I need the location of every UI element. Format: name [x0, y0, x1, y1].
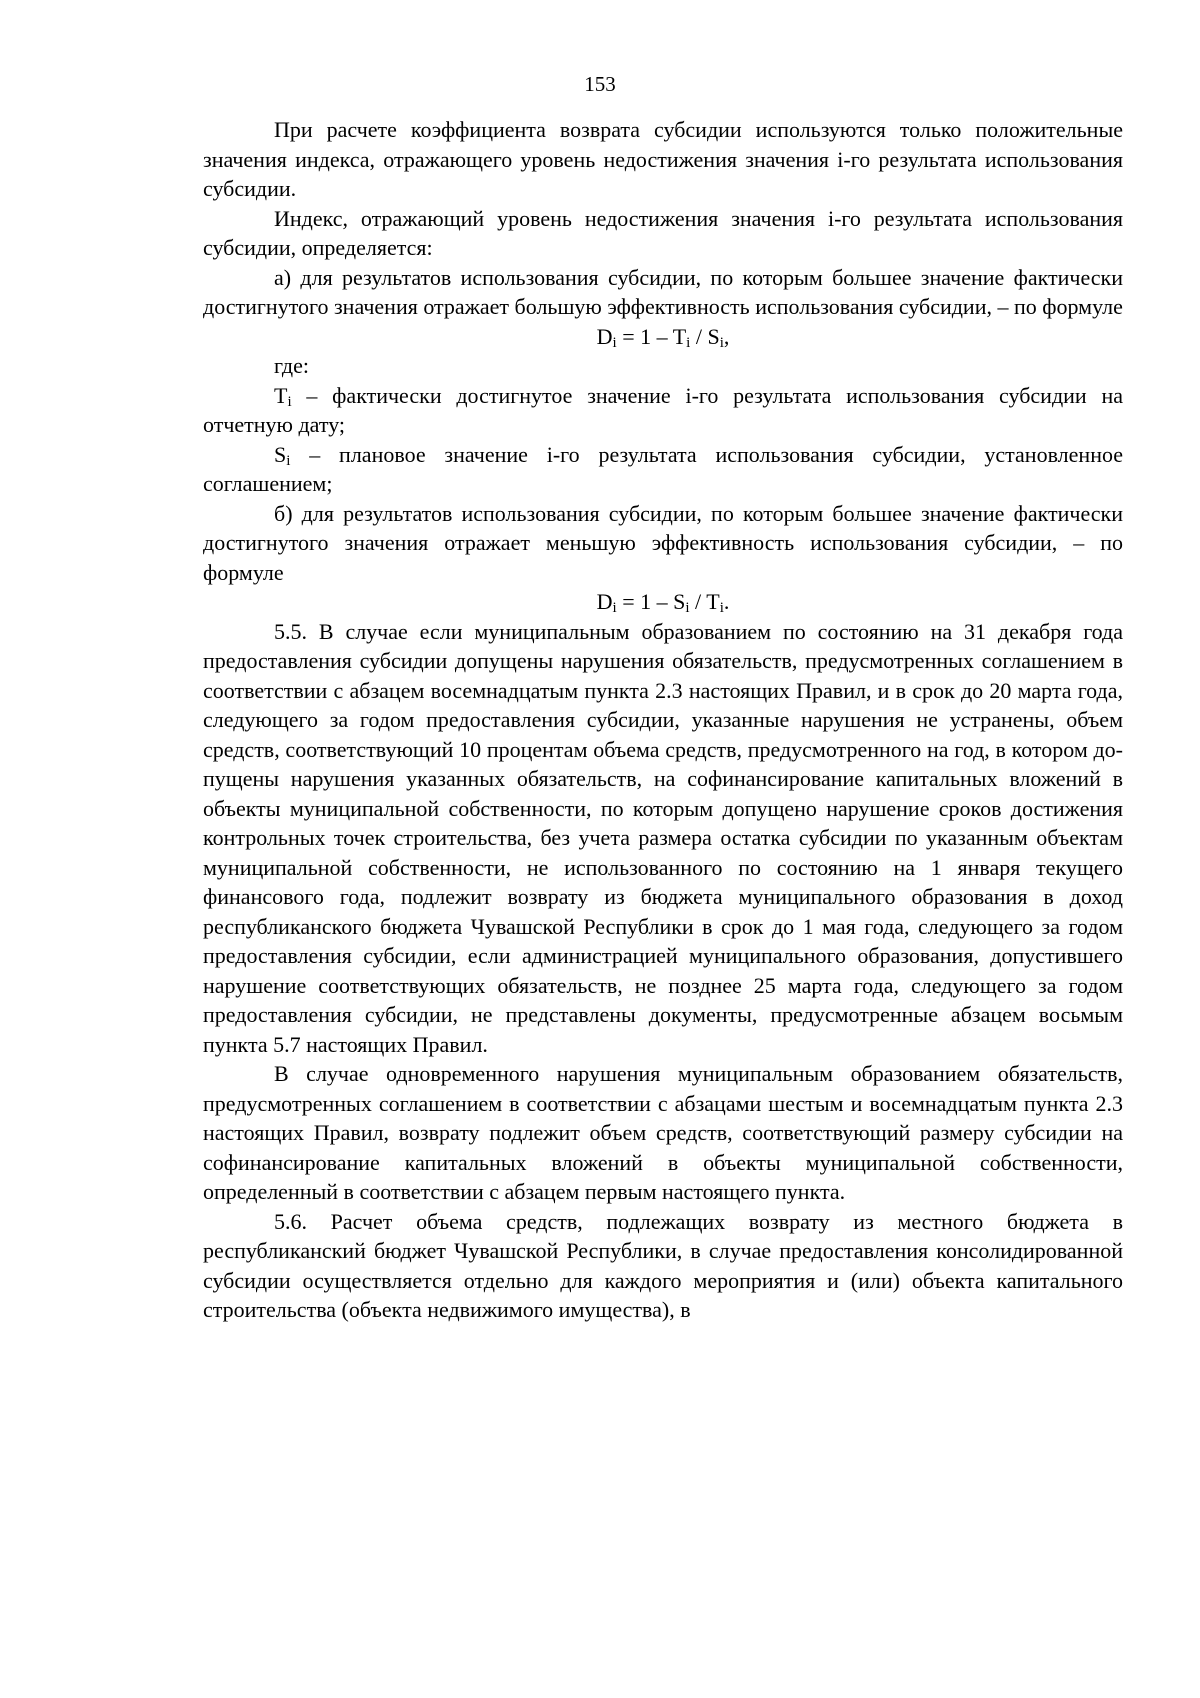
formula-b-s-sub: i [685, 600, 690, 616]
page-number: 153 [584, 72, 616, 96]
formula-b-d: D [596, 589, 613, 614]
paragraph-index-definition: Индекс, отражающий уровень недостижения значения i-го результата использования субсидии, определяется: [203, 205, 1123, 260]
paragraph-positive-values: При расчете коэффициента возврата субсидии используются только положительные значения индекса, отражающего уровень недостижения значения i-го результата использования субсидии. [203, 117, 1123, 201]
formula-b-t-sub: i [719, 600, 724, 616]
where-label: где: [274, 353, 309, 378]
paragraph-5-5: 5.5. В случае если муниципальным образованием по состоянию на 31 декабря года предоставления субсидии допущены нарушения обязательств, предусмотренных соглашением в соответствии с абзацем восемнадцатым пункта 2.3 настоящих Правил, и в срок до 20 марта года, следующего за годом предоставления субсидии, указанные нарушения не устранены, объем средств, соответствующий 10 процентам объема средств, предусмотренного на год, в котором допущены нарушения указанных обязательств, на софинансирование капитальных вложений в объекты муниципальной собственности, по которым допущено нарушение сроков достижения контрольных точек строительства, без учета размера остатка субсидии по указанным объектам муниципальной собственности, не использованного по состоянию на 1 января текущего финансового года, подлежит возврату из бюджета муниципального образования в доход республиканского бюджета Чувашской Республики в срок до 1 мая года, следующего за годом предоставления субсидии, если администрацией муниципального образования, допустившего нарушение соответствующих обязательств, не позднее 25 марта года, следующего за годом предоставления субсидии, не представлены документы, предусмотренные абзацем восьмым пункта 5.7 настоящих Правил. [203, 618, 1123, 1057]
formula-b [203, 587, 1123, 617]
formula-a-end: , [723, 323, 730, 349]
document-body [203, 115, 1123, 1325]
formula-b-s: S [673, 589, 686, 614]
formula-a-s-sub: i [719, 334, 724, 351]
formula-a-s: S [707, 323, 720, 349]
formula-a [203, 322, 1123, 352]
formula-a-mid: = 1 – [616, 323, 673, 349]
formula-b-end: . [723, 589, 730, 614]
formula-a-sep: / [690, 323, 708, 349]
definition-t-text: – фактически достигнутое значение i-го результата использования субсидии на отчетную дату; [203, 382, 1123, 437]
formula-a-d-sub: i [612, 334, 617, 351]
paragraph-5-6: 5.6. Расчет объема средств, подлежащих возврату из местного бюджета в республиканский бюджет Чувашской Республики, в случае предоставления консолидированной субсидии осуществляется отдельно для каждого мероприятия и (или) объекта капитального строительства (объекта недвижимого имущества), в [203, 1208, 1123, 1322]
formula-a-d: D [596, 323, 613, 349]
definition-s-sub: i [286, 452, 291, 469]
definition-s-symbol: S [274, 441, 287, 467]
formula-a-t: T [672, 323, 687, 349]
formula-b-mid: = 1 – [616, 589, 674, 614]
formula-b-t: T [706, 589, 720, 614]
paragraph-simultaneous-violation: В случае одновременного нарушения муниципальным образованием обязательств, предусмотренных соглашением в соответствии с абзацами шестым и восемнадцатым пункта 2.3 настоящих Правил, возврату подлежит объем средств, соответствующий размеру субсидии на софинансирование капитальных вложений в объекты муниципальной собственности, определенный в соответствии с абзацем первым настоящего пункта. [203, 1061, 1123, 1204]
formula-b-d-sub: i [612, 600, 617, 616]
definition-t-sub: i [287, 393, 292, 410]
formula-b-sep: / [689, 589, 707, 614]
definition-s-text: – плановое значение i-го результата использования субсидии, установленное соглашением; [203, 441, 1123, 496]
definition-s [203, 440, 1123, 499]
definition-t [203, 381, 1123, 440]
formula-a-t-sub: i [686, 334, 691, 351]
paragraph-case-b: б) для результатов использования субсидии, по которым большее значение фактически достигнутого значения отражает меньшую эффективность использования субсидии, – по формуле [203, 500, 1123, 585]
paragraph-case-a: а) для результатов использования субсидии, по которым большее значение фактически достигнутого значения отражает большую эффективность использования субсидии, – по формуле [203, 264, 1123, 319]
definition-t-symbol: T [274, 382, 288, 408]
